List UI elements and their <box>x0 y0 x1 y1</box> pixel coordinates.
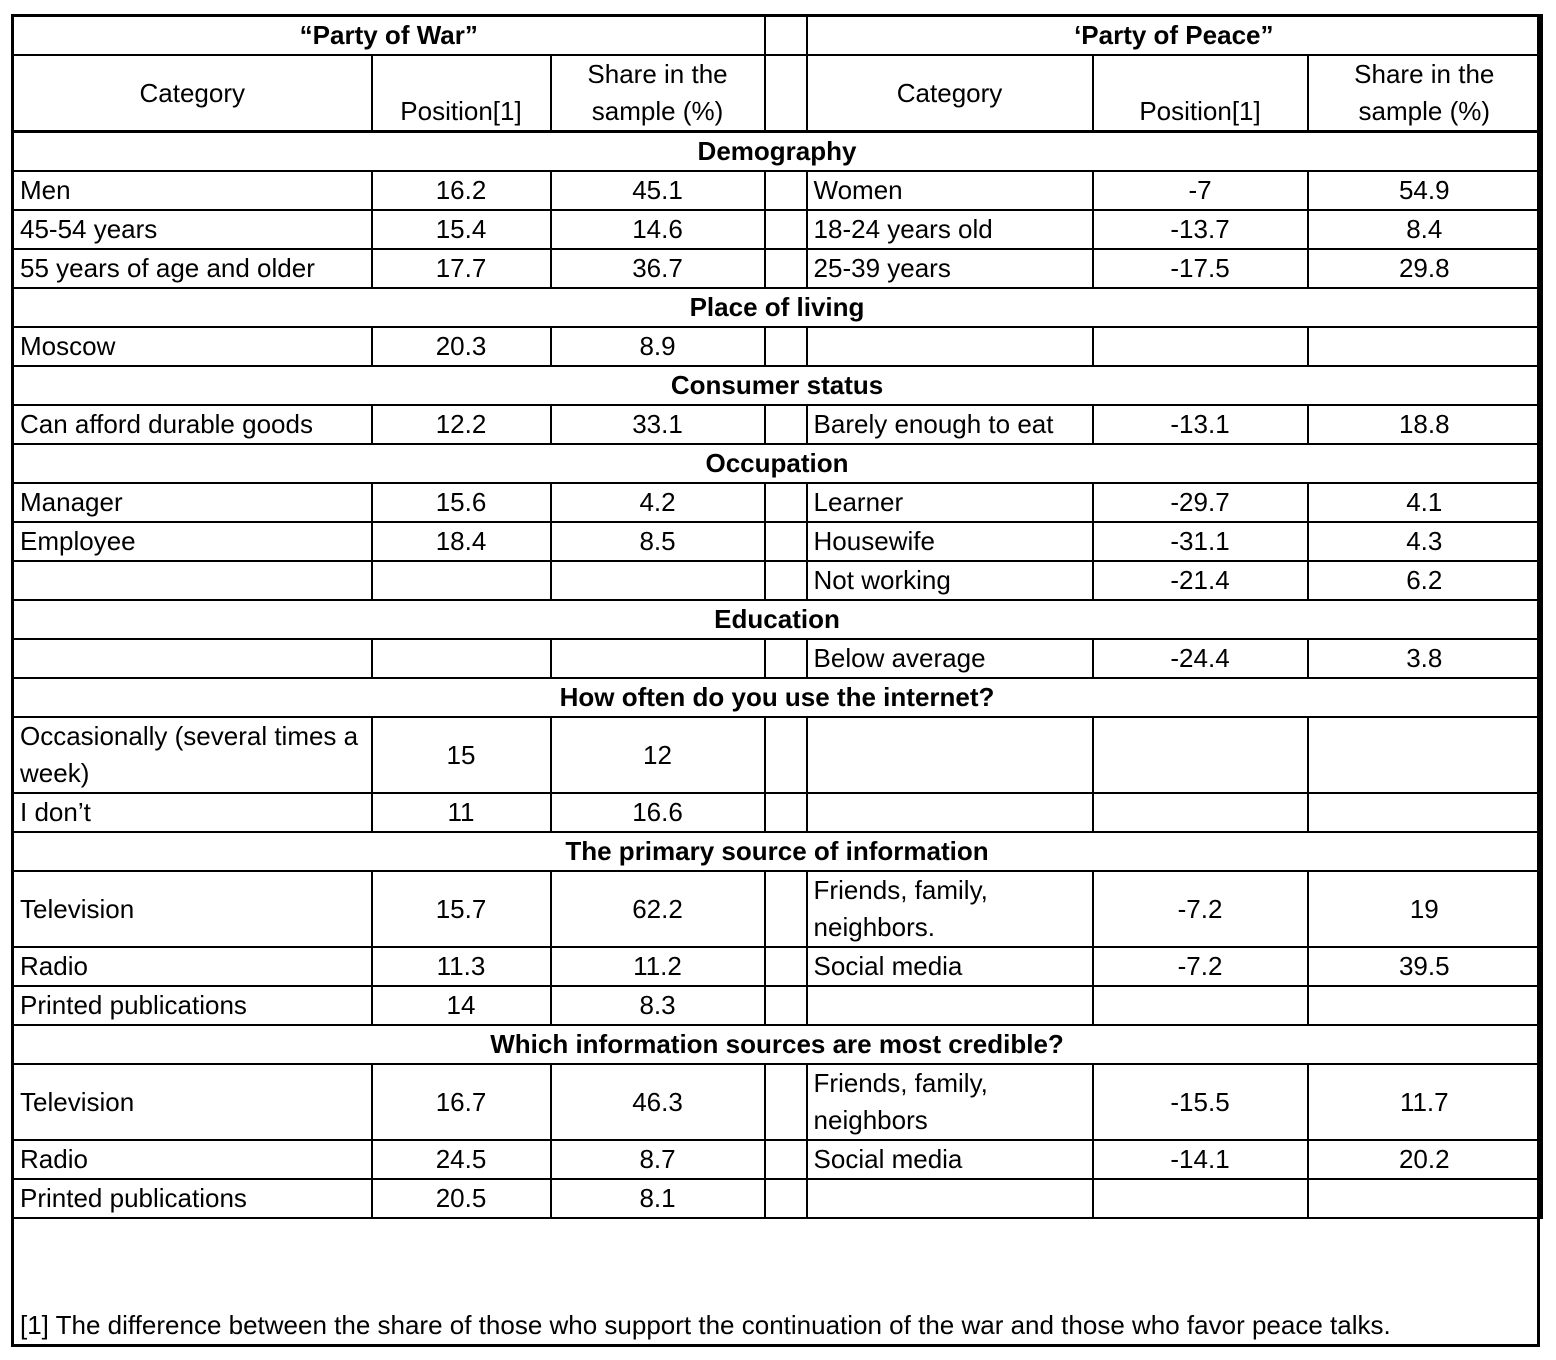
gap-cell <box>765 986 807 1025</box>
table-row <box>13 249 1542 288</box>
section-header-row <box>13 288 1542 327</box>
peace-position-header: Position[1] <box>1093 55 1308 132</box>
section-title: How often do you use the internet? <box>13 678 1542 717</box>
peace-share-cell: 19 <box>1308 871 1542 947</box>
war-category-cell: Radio <box>13 947 372 986</box>
peace-share-cell <box>1308 717 1542 793</box>
gap-cell <box>765 327 807 366</box>
war-position-cell: 11 <box>372 793 551 832</box>
table-row <box>13 871 1542 947</box>
gap-cell <box>765 1140 807 1179</box>
peace-share-cell: 3.8 <box>1308 639 1542 678</box>
war-position-cell: 15 <box>372 717 551 793</box>
war-share-header-line2: sample (%) <box>591 96 724 126</box>
war-category-cell <box>13 639 372 678</box>
section-title: The primary source of information <box>13 832 1542 871</box>
war-position-cell: 20.5 <box>372 1179 551 1218</box>
war-position-cell: 18.4 <box>372 522 551 561</box>
peace-share-cell <box>1308 986 1542 1025</box>
table-row <box>13 947 1542 986</box>
peace-position-cell: -15.5 <box>1093 1064 1308 1140</box>
war-share-cell: 45.1 <box>551 171 765 210</box>
war-share-cell: 8.3 <box>551 986 765 1025</box>
section-title: Place of living <box>13 288 1542 327</box>
column-header-row <box>13 55 1542 132</box>
peace-share-cell <box>1308 1179 1542 1218</box>
party-table <box>11 14 1543 1219</box>
section-header-row <box>13 444 1542 483</box>
gap-cell <box>765 1064 807 1140</box>
peace-position-cell: -17.5 <box>1093 249 1308 288</box>
peace-share-cell: 8.4 <box>1308 210 1542 249</box>
war-position-cell: 15.7 <box>372 871 551 947</box>
section-title: Education <box>13 600 1542 639</box>
war-share-cell: 8.9 <box>551 327 765 366</box>
section-title: Consumer status <box>13 366 1542 405</box>
peace-position-cell: -21.4 <box>1093 561 1308 600</box>
table-row <box>13 171 1542 210</box>
war-category-cell: Men <box>13 171 372 210</box>
war-share-cell: 16.6 <box>551 793 765 832</box>
war-share-cell: 12 <box>551 717 765 793</box>
gap-cell <box>765 522 807 561</box>
war-share-cell: 62.2 <box>551 871 765 947</box>
table-body <box>13 16 1542 1219</box>
war-position-cell <box>372 561 551 600</box>
table-row <box>13 327 1542 366</box>
peace-category-cell: Women <box>807 171 1093 210</box>
section-header-row <box>13 1025 1542 1064</box>
table-row <box>13 793 1542 832</box>
peace-position-cell <box>1093 327 1308 366</box>
peace-category-cell <box>807 717 1093 793</box>
gap-cell <box>765 483 807 522</box>
war-share-header-line1: Share in the <box>587 59 728 89</box>
peace-share-cell: 29.8 <box>1308 249 1542 288</box>
table-row <box>13 405 1542 444</box>
table-row <box>13 1064 1542 1140</box>
peace-category-cell <box>807 327 1093 366</box>
gap-cell <box>765 171 807 210</box>
gap-cell <box>765 405 807 444</box>
peace-category-cell: Social media <box>807 947 1093 986</box>
war-category-header: Category <box>13 55 372 132</box>
table-row <box>13 639 1542 678</box>
war-position-header: Position[1] <box>372 55 551 132</box>
peace-position-cell: -7.2 <box>1093 947 1308 986</box>
peace-share-header-line1: Share in the <box>1354 59 1495 89</box>
war-position-cell: 20.3 <box>372 327 551 366</box>
war-share-cell: 8.5 <box>551 522 765 561</box>
peace-share-cell: 6.2 <box>1308 561 1542 600</box>
war-position-cell: 15.6 <box>372 483 551 522</box>
war-share-cell: 14.6 <box>551 210 765 249</box>
peace-category-cell: Housewife <box>807 522 1093 561</box>
war-share-cell: 8.7 <box>551 1140 765 1179</box>
war-share-cell <box>551 639 765 678</box>
war-position-cell: 15.4 <box>372 210 551 249</box>
section-header-row <box>13 132 1542 172</box>
war-position-cell: 12.2 <box>372 405 551 444</box>
peace-share-cell: 18.8 <box>1308 405 1542 444</box>
war-category-cell: Occasionally (several times a week) <box>13 717 372 793</box>
peace-category-cell: Barely enough to eat <box>807 405 1093 444</box>
war-position-cell: 16.2 <box>372 171 551 210</box>
war-position-cell: 11.3 <box>372 947 551 986</box>
gap-cell <box>765 55 807 132</box>
peace-position-cell <box>1093 1179 1308 1218</box>
table-row <box>13 522 1542 561</box>
peace-category-cell: 18-24 years old <box>807 210 1093 249</box>
peace-category-cell: Learner <box>807 483 1093 522</box>
peace-category-cell: Friends, family, neighbors. <box>807 871 1093 947</box>
war-category-cell: I don’t <box>13 793 372 832</box>
gap-cell <box>765 871 807 947</box>
gap-cell <box>765 210 807 249</box>
war-share-header <box>551 55 765 132</box>
peace-position-cell: -13.7 <box>1093 210 1308 249</box>
peace-share-cell <box>1308 327 1542 366</box>
peace-category-cell: Social media <box>807 1140 1093 1179</box>
gap-cell <box>765 16 807 56</box>
war-category-cell: Television <box>13 1064 372 1140</box>
war-share-cell <box>551 561 765 600</box>
section-title: Occupation <box>13 444 1542 483</box>
gap-cell <box>765 793 807 832</box>
war-position-cell: 14 <box>372 986 551 1025</box>
table-row <box>13 210 1542 249</box>
table-row <box>13 561 1542 600</box>
war-category-cell <box>13 561 372 600</box>
gap-cell <box>765 947 807 986</box>
table-row <box>13 1140 1542 1179</box>
peace-category-cell: Friends, family, neighbors <box>807 1064 1093 1140</box>
section-header-row <box>13 832 1542 871</box>
group-header-row <box>13 16 1542 56</box>
peace-position-cell: -24.4 <box>1093 639 1308 678</box>
party-of-war-header: “Party of War” <box>13 16 765 56</box>
war-position-cell: 16.7 <box>372 1064 551 1140</box>
war-category-cell: Manager <box>13 483 372 522</box>
peace-category-cell <box>807 793 1093 832</box>
war-share-cell: 46.3 <box>551 1064 765 1140</box>
peace-category-header: Category <box>807 55 1093 132</box>
peace-position-cell: -7.2 <box>1093 871 1308 947</box>
peace-category-cell <box>807 1179 1093 1218</box>
peace-category-cell: Below average <box>807 639 1093 678</box>
peace-position-cell: -29.7 <box>1093 483 1308 522</box>
peace-share-cell: 4.3 <box>1308 522 1542 561</box>
war-category-cell: Employee <box>13 522 372 561</box>
war-category-cell: Television <box>13 871 372 947</box>
peace-category-cell: Not working <box>807 561 1093 600</box>
gap-cell <box>765 639 807 678</box>
section-title: Which information sources are most credible? <box>13 1025 1542 1064</box>
war-position-cell: 17.7 <box>372 249 551 288</box>
war-category-cell: Can afford durable goods <box>13 405 372 444</box>
footnote: [1] The difference between the share of those who support the continuation of the war and those who favor peace talks. <box>20 1310 1391 1340</box>
gap-cell <box>765 561 807 600</box>
section-header-row <box>13 600 1542 639</box>
peace-share-cell: 39.5 <box>1308 947 1542 986</box>
war-category-cell: Radio <box>13 1140 372 1179</box>
peace-position-cell: -31.1 <box>1093 522 1308 561</box>
gap-cell <box>765 249 807 288</box>
table-row <box>13 1179 1542 1218</box>
peace-position-cell: -14.1 <box>1093 1140 1308 1179</box>
peace-category-cell <box>807 986 1093 1025</box>
war-position-cell <box>372 639 551 678</box>
peace-position-cell <box>1093 793 1308 832</box>
peace-position-cell <box>1093 986 1308 1025</box>
party-of-peace-header: ‘Party of Peace” <box>807 16 1542 56</box>
war-share-cell: 4.2 <box>551 483 765 522</box>
war-share-cell: 8.1 <box>551 1179 765 1218</box>
war-category-cell: Moscow <box>13 327 372 366</box>
peace-share-cell: 11.7 <box>1308 1064 1542 1140</box>
war-position-cell: 24.5 <box>372 1140 551 1179</box>
war-category-cell: Printed publications <box>13 986 372 1025</box>
table-row <box>13 986 1542 1025</box>
table-row <box>13 717 1542 793</box>
peace-share-header <box>1308 55 1542 132</box>
peace-category-cell: 25-39 years <box>807 249 1093 288</box>
peace-share-header-line2: sample (%) <box>1358 96 1491 126</box>
peace-position-cell <box>1093 717 1308 793</box>
war-category-cell: 55 years of age and older <box>13 249 372 288</box>
peace-share-cell: 4.1 <box>1308 483 1542 522</box>
section-title: Demography <box>13 132 1542 172</box>
gap-cell <box>765 717 807 793</box>
section-header-row <box>13 678 1542 717</box>
war-share-cell: 11.2 <box>551 947 765 986</box>
peace-share-cell <box>1308 793 1542 832</box>
peace-share-cell: 54.9 <box>1308 171 1542 210</box>
gap-cell <box>765 1179 807 1218</box>
peace-share-cell: 20.2 <box>1308 1140 1542 1179</box>
section-header-row <box>13 366 1542 405</box>
war-category-cell: Printed publications <box>13 1179 372 1218</box>
table-row <box>13 483 1542 522</box>
war-share-cell: 36.7 <box>551 249 765 288</box>
war-category-cell: 45-54 years <box>13 210 372 249</box>
peace-position-cell: -13.1 <box>1093 405 1308 444</box>
war-share-cell: 33.1 <box>551 405 765 444</box>
peace-position-cell: -7 <box>1093 171 1308 210</box>
